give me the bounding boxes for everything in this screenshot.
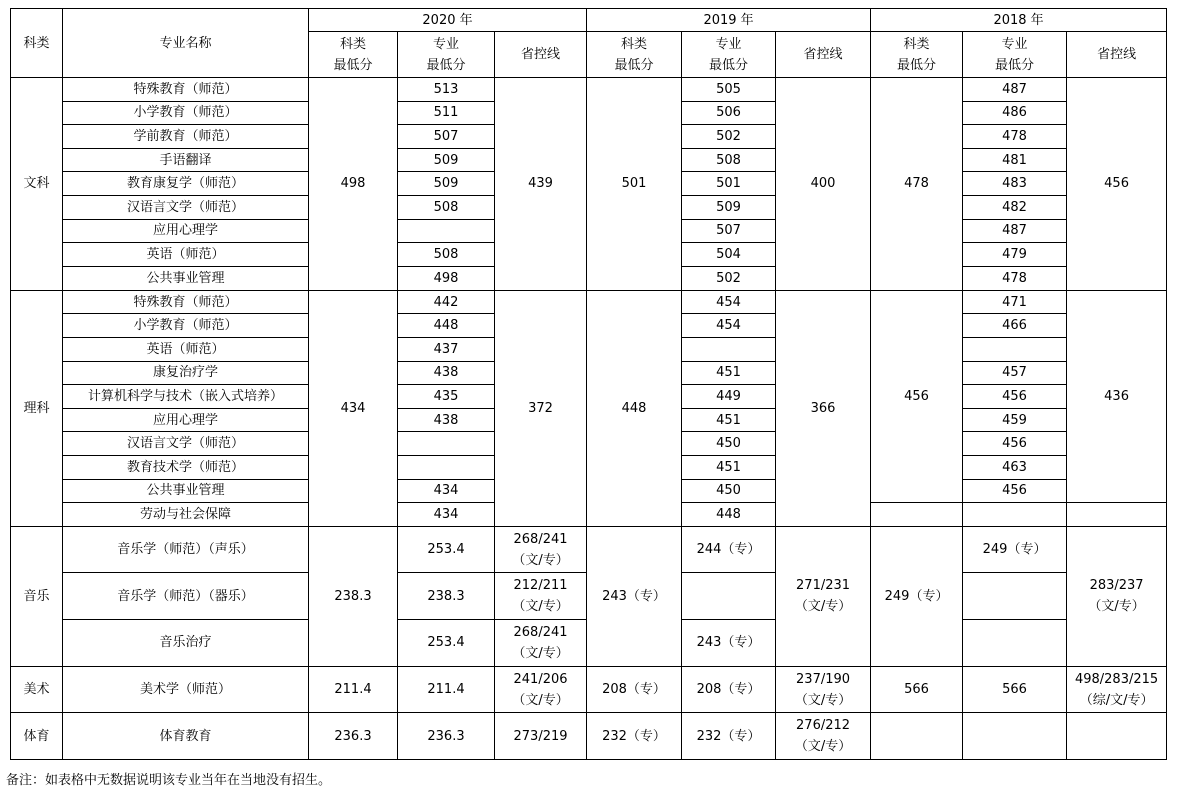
major-min-2019: 454 (682, 290, 776, 314)
major-min-2018: 487 (963, 219, 1067, 243)
ctrl-line-2020: 439 (495, 78, 587, 291)
major-min-2018: 481 (963, 148, 1067, 172)
major-name-cell: 康复治疗学 (63, 361, 309, 385)
major-min-2018: 456 (963, 479, 1067, 503)
major-min-2020: 437 (398, 337, 495, 361)
major-min-2018: 478 (963, 125, 1067, 149)
major-min-2018: 483 (963, 172, 1067, 196)
ctrl-line-2020: 268/241 （文/专） (495, 526, 587, 573)
score-c2020: 273/219 (495, 713, 587, 760)
major-min-2019: 451 (682, 455, 776, 479)
major-name-cell: 英语（师范） (63, 243, 309, 267)
major-name-cell: 学前教育（师范） (63, 125, 309, 149)
major-name-cell: 小学教育（师范） (63, 314, 309, 338)
major-name-cell: 手语翻译 (63, 148, 309, 172)
major-min-2018: 486 (963, 101, 1067, 125)
sub-header-cell: 科类 最低分 (587, 32, 682, 78)
major-min-2018: 456 (963, 432, 1067, 456)
sub-header-cell: 专业 最低分 (398, 32, 495, 78)
header-major: 专业名称 (63, 9, 309, 78)
major-min-2019: 451 (682, 408, 776, 432)
score-c2018: 498/283/215 （综/文/专） (1067, 666, 1167, 713)
major-min-2019: 507 (682, 219, 776, 243)
cat-min-2020: 434 (309, 290, 398, 526)
major-name-cell: 劳动与社会保障 (63, 503, 309, 527)
score-m2018: 566 (963, 666, 1067, 713)
major-min-2019: 508 (682, 148, 776, 172)
score-cat2018 (871, 713, 963, 760)
sub-header-cell: 省控线 (776, 32, 871, 78)
cat-min-2018: 249（专） (871, 526, 963, 666)
table-row (11, 526, 1167, 573)
admission-score-table (10, 8, 1167, 760)
major-min-2019: 454 (682, 314, 776, 338)
ctrl-line-2018: 456 (1067, 78, 1167, 291)
major-min-2018: 456 (963, 385, 1067, 409)
major-min-2019: 502 (682, 125, 776, 149)
major-name-cell: 小学教育（师范） (63, 101, 309, 125)
cat-min-2019: 243（专） (587, 526, 682, 666)
major-min-2018 (963, 620, 1067, 667)
major-min-2019: 243（专） (682, 620, 776, 667)
major-min-2020: 253.4 (398, 526, 495, 573)
major-min-2018 (963, 337, 1067, 361)
major-min-2018: 466 (963, 314, 1067, 338)
major-min-2018: 457 (963, 361, 1067, 385)
sub-header-cell: 省控线 (495, 32, 587, 78)
major-min-2019: 244（专） (682, 526, 776, 573)
cat-min-2020: 498 (309, 78, 398, 291)
major-name-cell: 教育技术学（师范） (63, 455, 309, 479)
header-year-2020: 2020 年 (309, 9, 587, 32)
major-min-2019 (682, 573, 776, 620)
header-category: 科类 (11, 9, 63, 78)
ctrl-line-2020: 268/241 （文/专） (495, 620, 587, 667)
ctrl-line-2018: 436 (1067, 290, 1167, 502)
score-m2018 (963, 713, 1067, 760)
major-min-2020: 438 (398, 408, 495, 432)
major-name-cell: 应用心理学 (63, 219, 309, 243)
major-name-cell: 英语（师范） (63, 337, 309, 361)
cat-min-2020: 238.3 (309, 526, 398, 666)
major-min-2019: 449 (682, 385, 776, 409)
category-cell: 文科 (11, 78, 63, 291)
major-min-2020: 435 (398, 385, 495, 409)
ctrl-line-2020: 212/211 （文/专） (495, 573, 587, 620)
table-row (11, 666, 1167, 713)
ctrl-line-2018 (1067, 503, 1167, 527)
score-m2020: 236.3 (398, 713, 495, 760)
score-m2020: 211.4 (398, 666, 495, 713)
major-min-2019: 450 (682, 432, 776, 456)
category-cell: 体育 (11, 713, 63, 760)
ctrl-line-2020: 372 (495, 290, 587, 526)
category-cell: 理科 (11, 290, 63, 526)
major-min-2020 (398, 455, 495, 479)
major-name-cell: 汉语言文学（师范） (63, 195, 309, 219)
major-min-2019: 450 (682, 479, 776, 503)
score-cat2018: 566 (871, 666, 963, 713)
major-name-cell: 体育教育 (63, 713, 309, 760)
score-c2018 (1067, 713, 1167, 760)
score-m2019: 232（专） (682, 713, 776, 760)
major-min-2020: 438 (398, 361, 495, 385)
major-name-cell: 美术学（师范） (63, 666, 309, 713)
major-name-cell: 特殊教育（师范） (63, 78, 309, 102)
header-year-2018: 2018 年 (871, 9, 1167, 32)
major-min-2020: 253.4 (398, 620, 495, 667)
major-min-2020: 508 (398, 195, 495, 219)
major-name-cell: 教育康复学（师范） (63, 172, 309, 196)
score-c2019: 276/212 （文/专） (776, 713, 871, 760)
major-name-cell: 音乐治疗 (63, 620, 309, 667)
major-min-2018: 471 (963, 290, 1067, 314)
score-cat2020: 211.4 (309, 666, 398, 713)
major-min-2020: 434 (398, 479, 495, 503)
major-min-2018: 463 (963, 455, 1067, 479)
header-year-2019: 2019 年 (587, 9, 871, 32)
major-min-2018: 249（专） (963, 526, 1067, 573)
major-min-2020: 509 (398, 172, 495, 196)
sub-header-cell: 专业 最低分 (682, 32, 776, 78)
ctrl-line-2019: 271/231 （文/专） (776, 526, 871, 666)
sub-header-cell: 科类 最低分 (871, 32, 963, 78)
ctrl-line-2019: 400 (776, 78, 871, 291)
major-name-cell: 音乐学（师范）（声乐） (63, 526, 309, 573)
major-name-cell: 公共事业管理 (63, 266, 309, 290)
header-row-years (11, 9, 1167, 32)
cat-min-2018 (871, 503, 963, 527)
score-c2019: 237/190 （文/专） (776, 666, 871, 713)
table-row (11, 713, 1167, 760)
major-min-2018 (963, 573, 1067, 620)
major-min-2019: 448 (682, 503, 776, 527)
major-min-2018: 479 (963, 243, 1067, 267)
category-cell: 美术 (11, 666, 63, 713)
major-min-2018: 478 (963, 266, 1067, 290)
major-min-2019: 451 (682, 361, 776, 385)
major-min-2019: 502 (682, 266, 776, 290)
major-min-2020: 238.3 (398, 573, 495, 620)
cat-min-2018: 478 (871, 78, 963, 291)
major-name-cell: 应用心理学 (63, 408, 309, 432)
cat-min-2018: 456 (871, 290, 963, 502)
major-name-cell: 特殊教育（师范） (63, 290, 309, 314)
major-name-cell: 公共事业管理 (63, 479, 309, 503)
score-cat2020: 236.3 (309, 713, 398, 760)
major-min-2020: 507 (398, 125, 495, 149)
major-min-2019: 505 (682, 78, 776, 102)
table-row (11, 290, 1167, 314)
sub-header-cell: 省控线 (1067, 32, 1167, 78)
major-name-cell: 计算机科学与技术（嵌入式培养） (63, 385, 309, 409)
major-min-2020: 509 (398, 148, 495, 172)
major-min-2019: 509 (682, 195, 776, 219)
major-min-2020: 448 (398, 314, 495, 338)
table-footnote: 备注：如表格中无数据说明该专业当年在当地没有招生。 (6, 773, 332, 788)
major-min-2019: 504 (682, 243, 776, 267)
score-c2020: 241/206 （文/专） (495, 666, 587, 713)
major-name-cell: 音乐学（师范）（器乐） (63, 573, 309, 620)
major-min-2020: 442 (398, 290, 495, 314)
sub-header-cell: 专业 最低分 (963, 32, 1067, 78)
category-cell: 音乐 (11, 526, 63, 666)
table-row (11, 78, 1167, 102)
cat-min-2019: 501 (587, 78, 682, 291)
major-min-2018 (963, 503, 1067, 527)
major-name-cell: 汉语言文学（师范） (63, 432, 309, 456)
major-min-2020: 511 (398, 101, 495, 125)
cat-min-2019: 448 (587, 290, 682, 526)
major-min-2019: 506 (682, 101, 776, 125)
major-min-2020 (398, 219, 495, 243)
major-min-2019 (682, 337, 776, 361)
major-min-2020: 498 (398, 266, 495, 290)
score-cat2019: 208（专） (587, 666, 682, 713)
major-min-2020: 508 (398, 243, 495, 267)
major-min-2019: 501 (682, 172, 776, 196)
major-min-2018: 487 (963, 78, 1067, 102)
ctrl-line-2019: 366 (776, 290, 871, 526)
sub-header-cell: 科类 最低分 (309, 32, 398, 78)
major-min-2020 (398, 432, 495, 456)
major-min-2020: 434 (398, 503, 495, 527)
score-m2019: 208（专） (682, 666, 776, 713)
major-min-2018: 459 (963, 408, 1067, 432)
score-cat2019: 232（专） (587, 713, 682, 760)
ctrl-line-2018: 283/237 （文/专） (1067, 526, 1167, 666)
major-min-2020: 513 (398, 78, 495, 102)
major-min-2018: 482 (963, 195, 1067, 219)
